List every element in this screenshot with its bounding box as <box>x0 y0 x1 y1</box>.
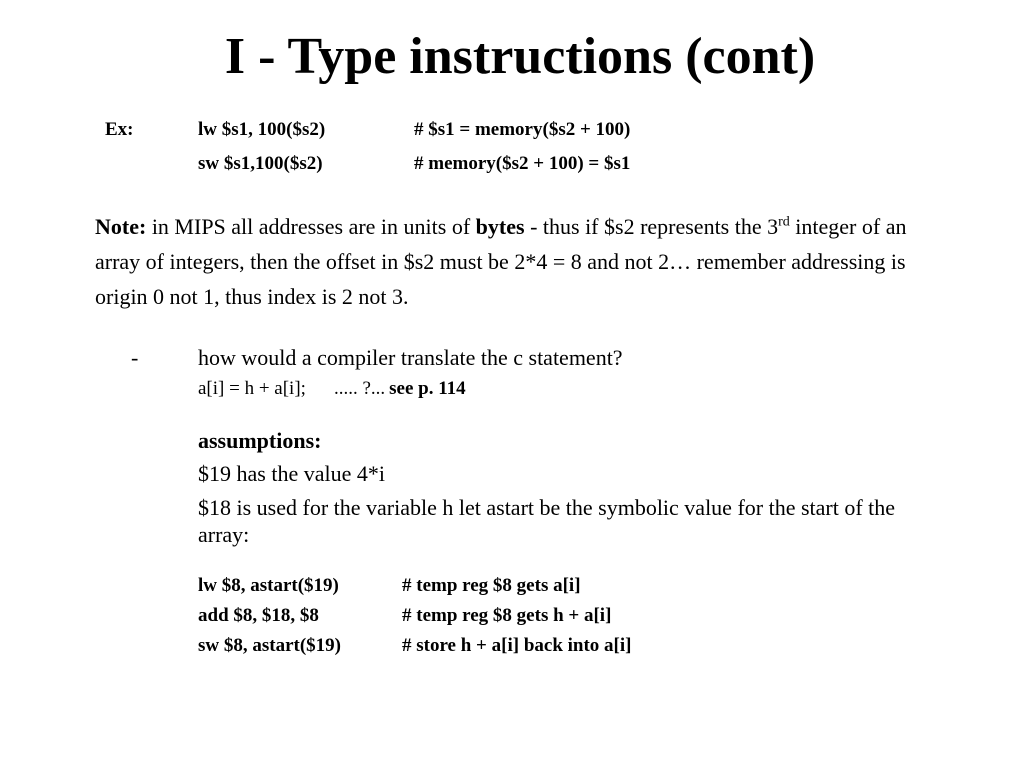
slide-title: I - Type instructions (cont) <box>224 28 816 85</box>
note-text-a: in MIPS all addresses are in units of <box>146 214 476 239</box>
assumption-line: $18 is used for the variable h let astart be the symbolic value for the start of the array: <box>198 495 896 547</box>
example-label: Ex: <box>105 119 134 140</box>
note-paragraph <box>95 209 955 314</box>
c-statement-code: a[i] = h + a[i]; <box>198 378 306 399</box>
code-instruction: add $8, $18, $8 <box>198 605 319 626</box>
c-statement <box>198 378 466 400</box>
code-comment: # store h + a[i] back into a[i] <box>402 635 632 656</box>
code-instruction: lw $8, astart($19) <box>198 575 339 596</box>
example-code: lw $s1, 100($s2) <box>198 119 326 140</box>
c-statement-dots: ..... ?... <box>333 378 386 399</box>
question-text: how would a compiler translate the c statement? <box>198 345 623 370</box>
code-comment: # temp reg $8 gets h + a[i] <box>402 605 612 626</box>
example-code: sw $s1,100($s2) <box>198 153 323 174</box>
note-text-c: integer of an array of integers, then the offset in $s2 must be 2*4 = 8 and not 2… remember addressing is origin 0 not 1, thus index is 2 not 3. <box>95 214 907 309</box>
code-instruction: sw $8, astart($19) <box>198 635 342 656</box>
note-superscript: rd <box>778 214 790 230</box>
note-bold-word: bytes <box>475 214 525 239</box>
assumption-line: $19 has the value 4*i <box>198 461 385 486</box>
note-label: Note: <box>95 214 147 239</box>
example-comment: # $s1 = memory($s2 + 100) <box>414 119 631 140</box>
example-comment: # memory($s2 + 100) = $s1 <box>414 153 631 174</box>
note-text-b: - thus if $s2 represents the 3 <box>524 214 779 239</box>
page-reference: see p. 114 <box>389 378 466 399</box>
assumptions-heading: assumptions: <box>198 428 322 453</box>
bullet-dash: - <box>131 345 139 370</box>
code-comment: # temp reg $8 gets a[i] <box>402 575 581 596</box>
